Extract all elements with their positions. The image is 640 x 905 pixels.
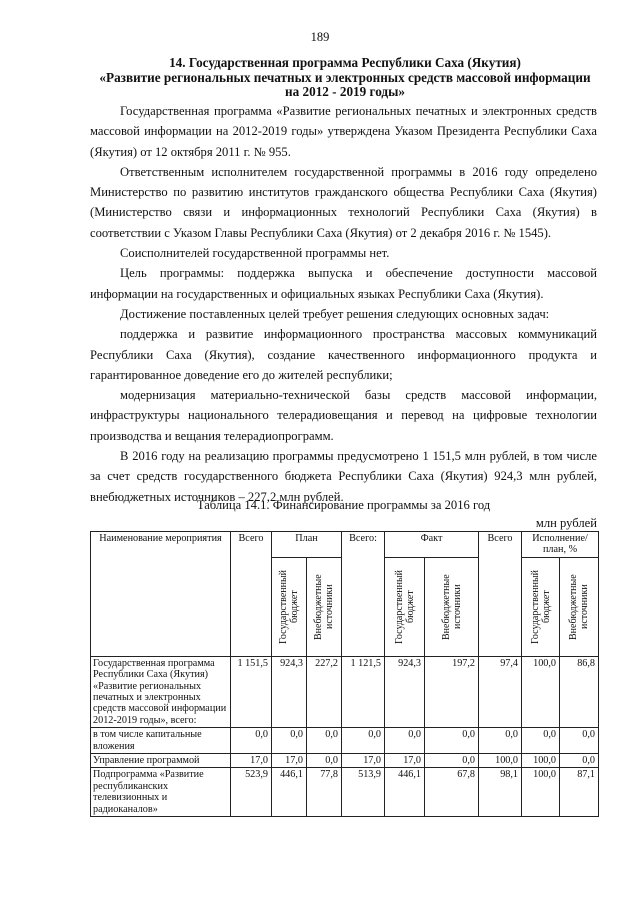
page-number: 189 — [310, 30, 330, 44]
row-name: в том числе капитальные вложения — [91, 728, 231, 754]
table-caption: Таблица 14.1. Финансирование программы за 2016 год — [196, 498, 491, 512]
header-exec: Исполнение/ план, % — [522, 532, 599, 558]
row-name: Государственная программа Республики Саха (Якутия) «Развитие региональных печатных и электронных средств массовой информации 2012-2019 годы», всего: — [91, 656, 231, 727]
paragraph: Ответственным исполнителем государственной программы в 2016 году определено Министерство по развитию институтов гражданского общества Республики Саха (Якутия) (Министерство связи и информационных технологий Республики Саха (Якутия) в соответствии с Указом Главы Республики Саха (Якутия) от 2 декабря 2016 г. № 1545). — [90, 164, 597, 240]
paragraph: Цель программы: поддержка выпуска и обеспечение доступности массовой информации на государственных и официальных языках Республики Саха (Якутия). — [90, 266, 597, 301]
cell-value: 100,0 — [479, 754, 522, 768]
vertical-label: Внебюджетные источники — [313, 573, 335, 640]
cell-value: 100,0 — [522, 754, 560, 768]
cell-value: 77,8 — [307, 768, 342, 817]
cell-value: 98,1 — [479, 768, 522, 817]
cell-value: 17,0 — [231, 754, 272, 768]
header-total-plan: Всего — [231, 532, 272, 657]
cell-value: 0,0 — [560, 754, 599, 768]
paragraph: Государственная программа «Развитие региональных печатных и электронных средств массовой информации на 2012-2019 годы» утверждена Указом Президента Республики Саха (Якутия) от 12 октября 2011 г. № 955. — [90, 104, 597, 159]
cell-value: 86,8 — [560, 656, 599, 727]
table-row — [91, 754, 599, 768]
table-header-row — [91, 532, 599, 558]
header-plan: План — [272, 532, 342, 558]
financing-table — [90, 531, 599, 817]
cell-value: 513,9 — [342, 768, 385, 817]
table-unit: млн рублей — [535, 516, 597, 530]
cell-value: 1 151,5 — [231, 656, 272, 727]
header-name: Наименование мероприятия — [91, 532, 231, 657]
title-line-1: 14. Государственная программа Республики Саха (Якутия) — [169, 55, 521, 70]
cell-value: 924,3 — [385, 656, 425, 727]
body-text — [90, 101, 597, 507]
subheader-exec-extra — [560, 557, 599, 656]
cell-value: 0,0 — [307, 754, 342, 768]
cell-value: 0,0 — [425, 728, 479, 754]
title-line-3: на 2012 - 2019 годы» — [285, 84, 405, 99]
vertical-label: Государственный бюджет — [529, 569, 552, 644]
cell-value: 0,0 — [307, 728, 342, 754]
table-row — [91, 656, 599, 727]
table-row — [91, 728, 599, 754]
cell-value: 0,0 — [342, 728, 385, 754]
cell-value: 0,0 — [560, 728, 599, 754]
cell-value: 1 121,5 — [342, 656, 385, 727]
cell-value: 446,1 — [385, 768, 425, 817]
paragraph: В 2016 году на реализацию программы предусмотрено 1 151,5 млн рублей, в том числе за счет средств государственного бюджета Республики Саха (Якутия) 924,3 млн рублей, внебюджетных источников – 227,2 млн рублей. — [90, 449, 597, 504]
cell-value: 100,0 — [522, 656, 560, 727]
subheader-fact-extra — [425, 557, 479, 656]
cell-value: 446,1 — [272, 768, 307, 817]
vertical-label: Государственный бюджет — [393, 569, 416, 644]
cell-value: 0,0 — [272, 728, 307, 754]
cell-value: 0,0 — [479, 728, 522, 754]
paragraph: Соисполнителей государственной программы нет. — [120, 246, 390, 261]
cell-value: 0,0 — [425, 754, 479, 768]
vertical-label: Внебюджетные источники — [440, 573, 463, 640]
vertical-label: Внебюджетные источники — [568, 573, 591, 640]
cell-value: 523,9 — [231, 768, 272, 817]
subheader-fact-state — [385, 557, 425, 656]
subheader-exec-state — [522, 557, 560, 656]
table-row — [91, 768, 599, 817]
header-total-fact: Всего: — [342, 532, 385, 657]
header-fact: Факт — [385, 532, 479, 558]
cell-value: 924,3 — [272, 656, 307, 727]
cell-value: 0,0 — [385, 728, 425, 754]
row-name: Управление программой — [91, 754, 231, 768]
cell-value: 0,0 — [522, 728, 560, 754]
cell-value: 197,2 — [425, 656, 479, 727]
row-name: Подпрограмма «Развитие республиканских телевизионных и радиоканалов» — [91, 768, 231, 817]
cell-value: 17,0 — [272, 754, 307, 768]
cell-value: 227,2 — [307, 656, 342, 727]
cell-value: 17,0 — [385, 754, 425, 768]
cell-value: 100,0 — [522, 768, 560, 817]
subheader-plan-extra — [307, 557, 342, 656]
vertical-label: Государственный бюджет — [278, 569, 300, 644]
section-title — [90, 56, 600, 100]
subheader-plan-state — [272, 557, 307, 656]
table-body — [91, 656, 599, 816]
cell-value: 0,0 — [231, 728, 272, 754]
cell-value: 87,1 — [560, 768, 599, 817]
header-total-exec: Всего — [479, 532, 522, 657]
paragraph: поддержка и развитие информационного пространства массовых коммуникаций Республики Саха (Якутия), создание качественного информационного продукта и гарантированное доведение его до жителей республики; — [90, 327, 597, 382]
paragraph: модернизация материально-технической базы средств массовой информации, инфраструктуры национального телерадиовещания и перевод на цифровые технологии производства и вещания телерадиопрограмм. — [90, 388, 597, 443]
paragraph: Достижение поставленных целей требует решения следующих основных задач: — [120, 306, 550, 321]
cell-value: 17,0 — [342, 754, 385, 768]
cell-value: 67,8 — [425, 768, 479, 817]
title-line-2: «Развитие региональных печатных и электронных средств массовой информации — [99, 69, 591, 85]
cell-value: 97,4 — [479, 656, 522, 727]
